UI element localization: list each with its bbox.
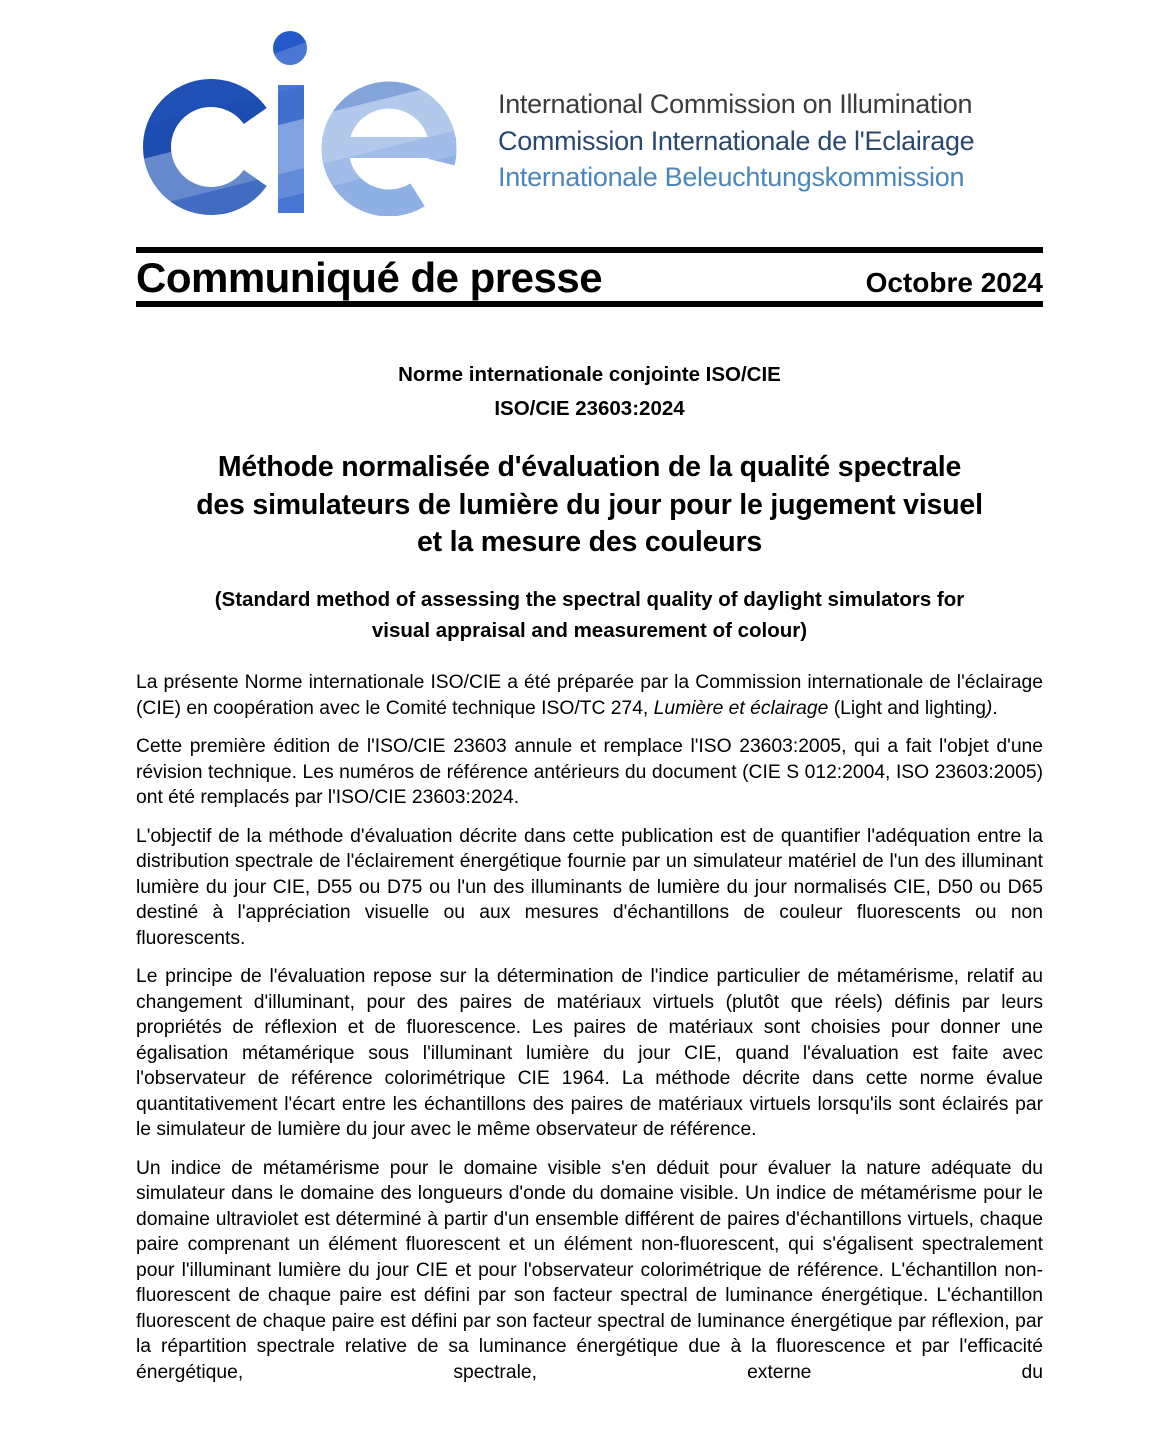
org-name-fr: Commission Internationale de l'Eclairage [498, 125, 975, 156]
paragraph: Cette première édition de l'ISO/CIE 23603 annule et remplace l'ISO 23603:2005, qui a fait l'objet d'une révision technique. Les numéros de référence antérieurs du document (CIE S 012:2004, ISO 23603:2005) ont été remplacés par l'ISO/CIE 23603:2024. [136, 736, 1043, 808]
org-name-de: Internationale Beleuchtungskommission [498, 162, 965, 192]
standard-heading-line2: ISO/CIE 23603:2024 [494, 397, 685, 420]
standard-heading-line1: Norme internationale conjointe ISO/CIE [398, 363, 781, 386]
document-title-en [136, 585, 1043, 646]
title-fr-line3: et la mesure des couleurs [416, 526, 763, 558]
body-paragraphs [136, 670, 1043, 1398]
masthead [136, 247, 1043, 307]
paragraph: Le principe de l'évaluation repose sur la détermination de l'indice particulier de métamérisme, relatif au changement d'illuminant, pour des paires de matériaux virtuels (plutôt que réels) définis par leurs propriétés de réflexion et de fluorescence. Les paires de matériaux sont choisies pour donner une égalisation métamérique sous l'illuminant lumière du jour CIE, quand l'évaluation est faite avec l'observateur de référence colorimétrique CIE 1964. La méthode décrite dans cette norme évalue quantitativement l'écart entre les échantillons des paires de matériaux virtuels lorsqu'ils sont éclairés par le simulateur de lumière du jour avec le même observateur de référence. [136, 966, 1043, 1140]
document-title-fr [110, 449, 1069, 562]
masthead-title: Communiqué de presse [136, 254, 603, 301]
title-fr-line2: des simulateurs de lumière du jour pour le jugement visuel [196, 488, 983, 521]
organization-names [498, 86, 1058, 196]
title-en-line2: visual appraisal and measurement of colour) [371, 618, 808, 642]
org-name-en: International Commission on Illumination [498, 89, 973, 119]
title-fr-line1: Méthode normalisée d'évaluation de la qualité spectrale [217, 451, 962, 483]
paragraph: La présente Norme internationale ISO/CIE a été préparée par la Commission internationale de l'éclairage (CIE) en coopération avec le Comité technique ISO/TC 274, Lumière et éclairage (Light and lighting). [136, 672, 1043, 719]
paragraph: L'objectif de la méthode d'évaluation décrite dans cette publication est de quantifier l'adéquation entre la distribution spectrale de l'éclairement énergétique fournie par un simulateur matériel de l'un des illuminant lumière du jour CIE, D55 ou D75 ou l'un des illuminants de lumière du jour normalisés CIE, D50 ou D65 destiné à l'appréciation visuelle ou aux mesures d'échantillons de couleur fluorescents ou non fluorescents. [136, 825, 1043, 949]
cie-logo [138, 26, 460, 216]
standard-heading [136, 358, 1043, 426]
cie-logo-row [138, 26, 460, 221]
masthead-date: Octobre 2024 [865, 267, 1043, 298]
paragraph: Un indice de métamérisme pour le domaine visible s'en déduit pour évaluer la nature adéquate du simulateur dans le domaine des longueurs d'onde du domaine visible. Un indice de métamérisme pour le domaine ultraviolet est déterminé à partir d'un ensemble différent de paires d'échantillons virtuels, chaque paire comprenant un élément fluorescent et un élément non-fluorescent, qui s'égalisent spectralement pour l'illuminant lumière du jour CIE et pour l'observateur colorimétrique de référence. L'échantillon non-fluorescent de chaque paire est défini par son facteur spectral de luminance énergétique. L'échantillon fluorescent de chaque paire est défini par son facteur spectral de luminance énergétique par réflexion, par la répartition spectrale relative de sa luminance énergétique due à la fluorescence et par l'efficacité énergétique, spectrale, externe du [136, 1157, 1043, 1383]
title-en-line1: (Standard method of assessing the spectral quality of daylight simulators for [214, 588, 965, 611]
